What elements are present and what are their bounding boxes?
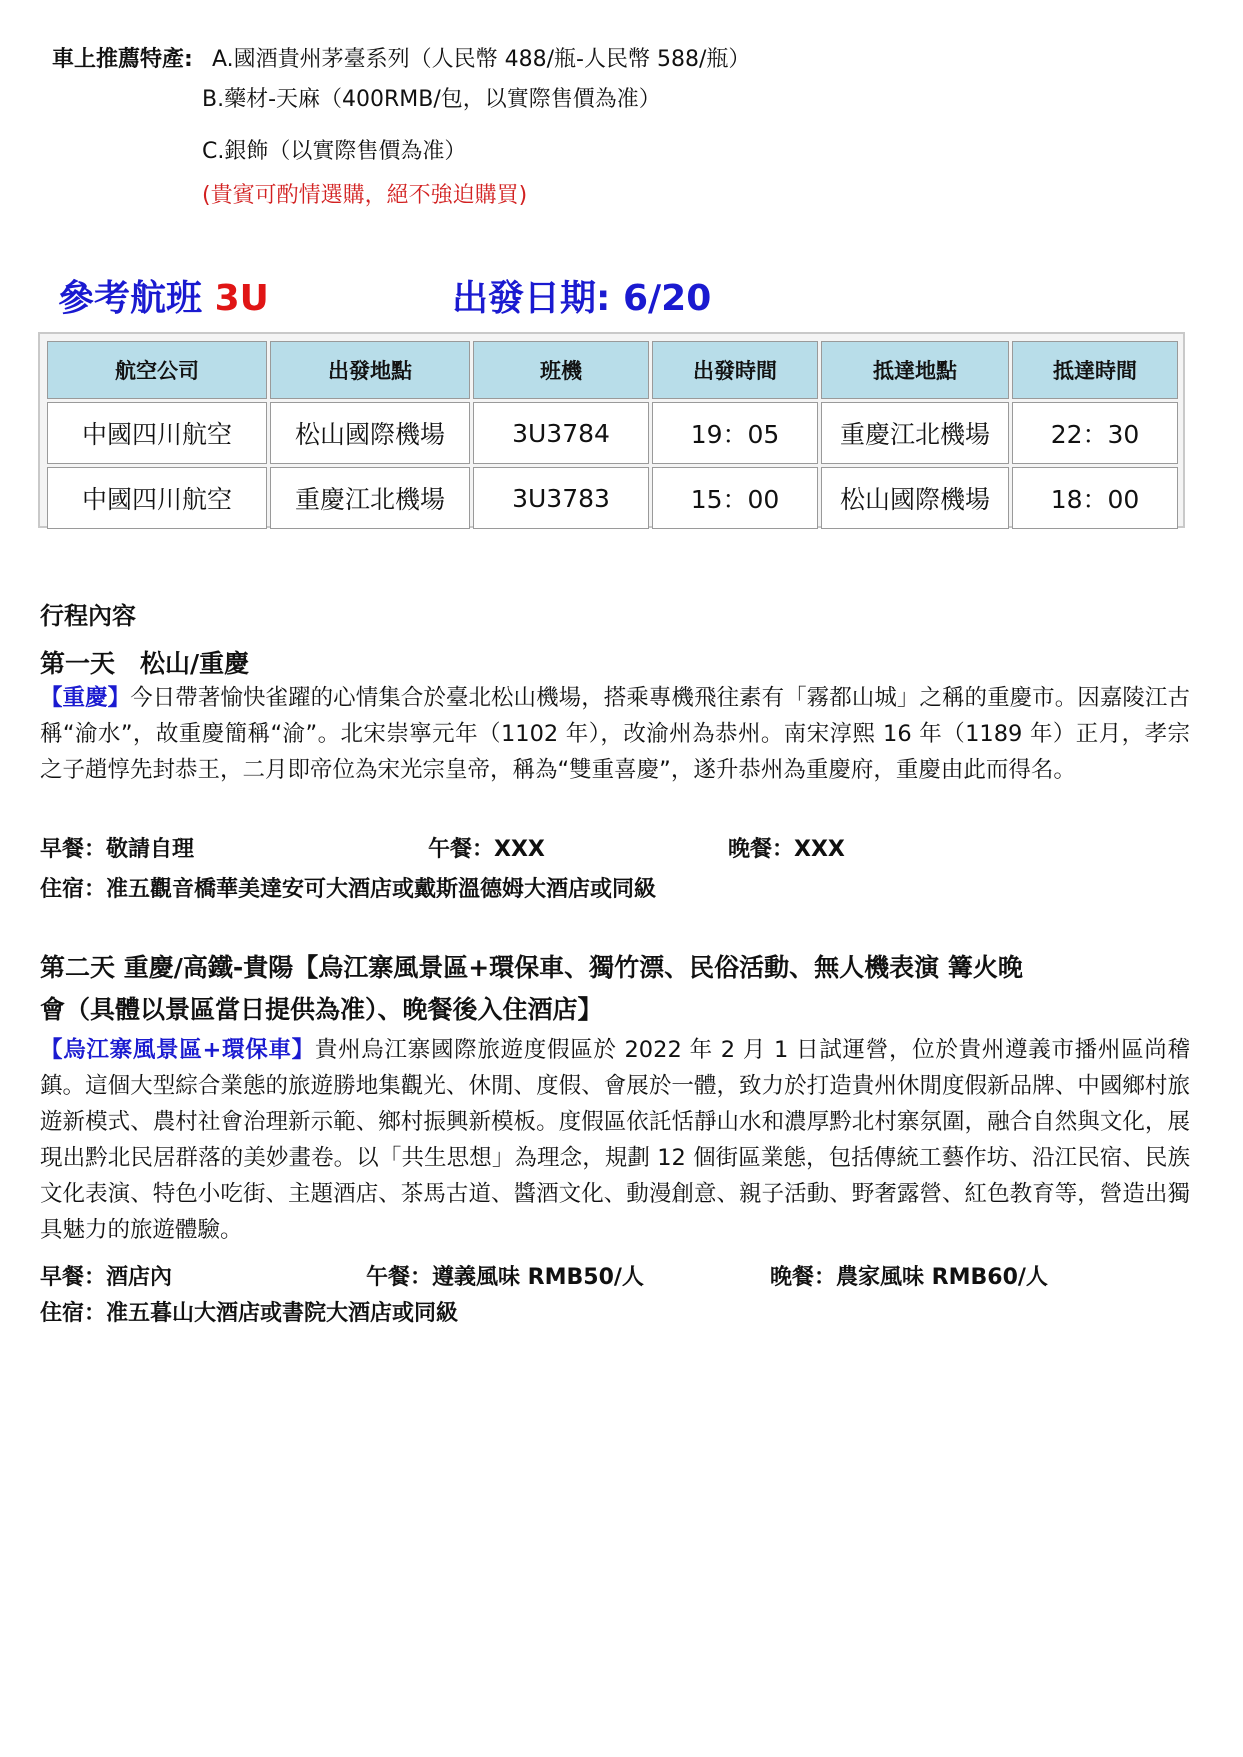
day2-lunch: 午餐：遵義風味 RMB50/人 [366, 1265, 644, 1290]
day2-description [40, 1032, 1190, 1248]
day2-title-line1: 第二天 重慶/高鐵-貴陽【烏江寨風景區+環保車、獨竹漂、民俗活動、無人機表演 篝火晚 [40, 953, 1023, 982]
flight-table-header-row [47, 341, 1178, 399]
header-depart-place: 出發地點 [270, 341, 470, 399]
flight-table [44, 338, 1181, 532]
day1-title: 第一天 松山/重慶 [40, 649, 250, 678]
recommend-item-a: A.國酒貴州茅臺系列（人民幣 488/瓶-人民幣 588/瓶） [212, 47, 751, 72]
cell-flight-no: 3U3783 [473, 467, 649, 529]
departure-date-heading [452, 270, 711, 321]
flight-ref-code: 3U [214, 278, 269, 319]
day1-hotel: 住宿：准五觀音橋華美達安可大酒店或戴斯溫德姆大酒店或同級 [40, 877, 657, 902]
header-flight-no: 班機 [473, 341, 649, 399]
day1-text: 今日帶著愉快雀躍的心情集合於臺北松山機場，搭乘專機飛往素有「霧都山城」之稱的重慶市。因嘉陵江古稱“渝水”，故重慶簡稱“渝”。北宋崇寧元年（1102 年），改渝州為恭州。南宋淳熙 16 年（1189 年）正月，孝宗之子趙惇先封恭王，二月即帝位為宋光宗皇帝，稱為“雙重喜慶”，遂升恭州為重慶府，重慶由此而得名。 [40, 685, 1190, 783]
cell-arrive-place: 重慶江北機場 [821, 402, 1009, 464]
recommend-item-c: C.銀飾（以實際售價為准） [202, 139, 467, 164]
departure-date-label: 出發日期: [452, 278, 611, 319]
departure-date-value: 6/20 [622, 278, 712, 319]
table-row [47, 467, 1178, 529]
recommend-item-b: B.藥材-天麻（400RMB/包，以實際售價為准） [202, 87, 661, 112]
cell-arrive-time: 18：00 [1012, 467, 1178, 529]
cell-flight-no: 3U3784 [473, 402, 649, 464]
day1-description [40, 680, 1190, 788]
day2-text: 貴州烏江寨國際旅遊度假區於 2022 年 2 月 1 日試運營，位於貴州遵義市播州區尚稽鎮。這個大型綜合業態的旅遊勝地集觀光、休閒、度假、會展於一體，致力於打造貴州休閒度假新品牌、中國鄉村旅遊新模式、農村社會治理新示範、鄉村振興新模板。度假區依託恬靜山水和濃厚黔北村寨氛圍，融合自然與文化，展現出黔北民居群落的美妙畫卷。以「共生思想」為理念，規劃 12 個街區業態，包括傳統工藝作坊、沿江民宿、民族文化表演、特色小吃街、主題酒店、茶馬古道、醬酒文化、動漫創意、親子活動、野奢露營、紅色教育等，營造出獨具魅力的旅遊體驗。 [40, 1037, 1190, 1243]
day2-tag: 【烏江寨風景區+環保車】 [40, 1037, 315, 1063]
header-airline: 航空公司 [47, 341, 267, 399]
day1-tag: 【重慶】 [40, 685, 131, 711]
cell-arrive-time: 22：30 [1012, 402, 1178, 464]
day1-lunch: 午餐：XXX [428, 837, 545, 862]
day1-dinner: 晚餐：XXX [728, 837, 845, 862]
cell-airline: 中國四川航空 [47, 402, 267, 464]
recommend-label: 車上推薦特產: [52, 47, 193, 72]
cell-depart-time: 19：05 [652, 402, 818, 464]
header-arrive-place: 抵達地點 [821, 341, 1009, 399]
table-row [47, 402, 1178, 464]
day1-breakfast: 早餐：敬請自理 [40, 837, 195, 862]
cell-arrive-place: 松山國際機場 [821, 467, 1009, 529]
header-depart-time: 出發時間 [652, 341, 818, 399]
header-arrive-time: 抵達時間 [1012, 341, 1178, 399]
itinerary-title: 行程內容 [40, 602, 136, 630]
cell-depart-time: 15：00 [652, 467, 818, 529]
day2-hotel: 住宿：准五暮山大酒店或書院大酒店或同級 [40, 1301, 459, 1326]
day2-title-line2: 會（具體以景區當日提供為准）、晚餐後入住酒店】 [40, 995, 603, 1024]
flight-ref-label: 參考航班 [58, 278, 203, 319]
recommend-note: (貴賓可酌情選購，絕不強迫購買) [202, 183, 528, 208]
day2-breakfast: 早餐：酒店內 [40, 1265, 173, 1290]
cell-airline: 中國四川航空 [47, 467, 267, 529]
cell-depart-place: 松山國際機場 [270, 402, 470, 464]
cell-depart-place: 重慶江北機場 [270, 467, 470, 529]
flight-table-frame [38, 332, 1185, 528]
flight-ref-heading [58, 270, 269, 321]
day2-dinner: 晚餐：農家風味 RMB60/人 [770, 1265, 1048, 1290]
